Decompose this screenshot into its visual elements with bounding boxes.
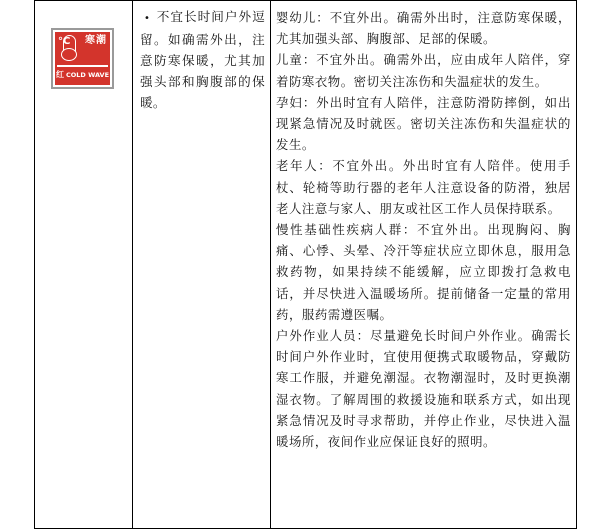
bullet-icon: • (144, 13, 151, 24)
warning-icon-bottom (55, 69, 110, 80)
group-advice-pregnant: 孕妇：外出时宜有人陪伴，注意防滑防摔倒，如出现紧急情况及时就医。密切关注冻伤和失温症状的发生。 (276, 94, 571, 153)
general-advice-text: 不宜长时间户外逗留。如确需外出，注意防寒保暖，尤其加强头部和胸腹部的保暖。 (140, 9, 265, 110)
english-hazard-label: COLD WAVE (65, 70, 110, 79)
hazard-title: 寒潮 (85, 35, 107, 46)
cold-wave-guidance-table (34, 0, 577, 529)
icon-divider (57, 65, 108, 67)
group-advice-outdoor-workers: 户外作业人员：尽量避免长时间户外作业。确需长时间户外作业时，宜使用便携式取暖物品，穿戴防寒工作服，并避免潮湿。衣物潮湿时，及时更换潮湿衣物。了解周围的救援设施和联系方式，如出现紧急情况及时寻求帮助，并停止作业，尽快进入温暖场所，夜间作业应保证良好的照明。 (276, 328, 571, 450)
general-advice-cell (133, 1, 271, 529)
table-row (35, 1, 577, 529)
group-advice-list (271, 1, 576, 452)
group-advice-chronic-disease: 慢性基础性疾病人群：不宜外出。出现胸闷、胸痛、心悸、头晕、冷汗等症状应立即休息，服用急救药物，如果持续不能缓解，应立即拨打急救电话，并尽快进入温暖场所。提前储备一定量的常用药，服药需遵医嘱。 (276, 222, 571, 322)
icon-cell (35, 1, 133, 529)
general-advice (133, 1, 270, 113)
group-advice-children: 儿童：不宜外出。确需外出，应由成年人陪伴，穿着防寒衣物。密切关注冻伤和失温症状的发生。 (276, 52, 571, 89)
warning-level-label: 红 (55, 70, 64, 79)
warning-icon-top (55, 32, 110, 63)
cold-wave-red-warning-icon (51, 28, 114, 89)
thermometer-icon (55, 32, 82, 63)
thermometer-bulb (61, 48, 77, 61)
group-advice-infants: 婴幼儿：不宜外出。确需外出时，注意防寒保暖，尤其加强头部、胸腹部、足部的保暖。 (276, 10, 571, 47)
celsius-symbol: °C (58, 36, 71, 47)
group-advice-cell (271, 1, 577, 529)
warning-icon-background (55, 32, 110, 85)
group-advice-elderly: 老年人：不宜外出。外出时宜有人陪伴。使用手杖、轮椅等助行器的老年人注意设备的防滑，独居老人注意与家人、朋友或社区工作人员保持联系。 (276, 158, 571, 216)
